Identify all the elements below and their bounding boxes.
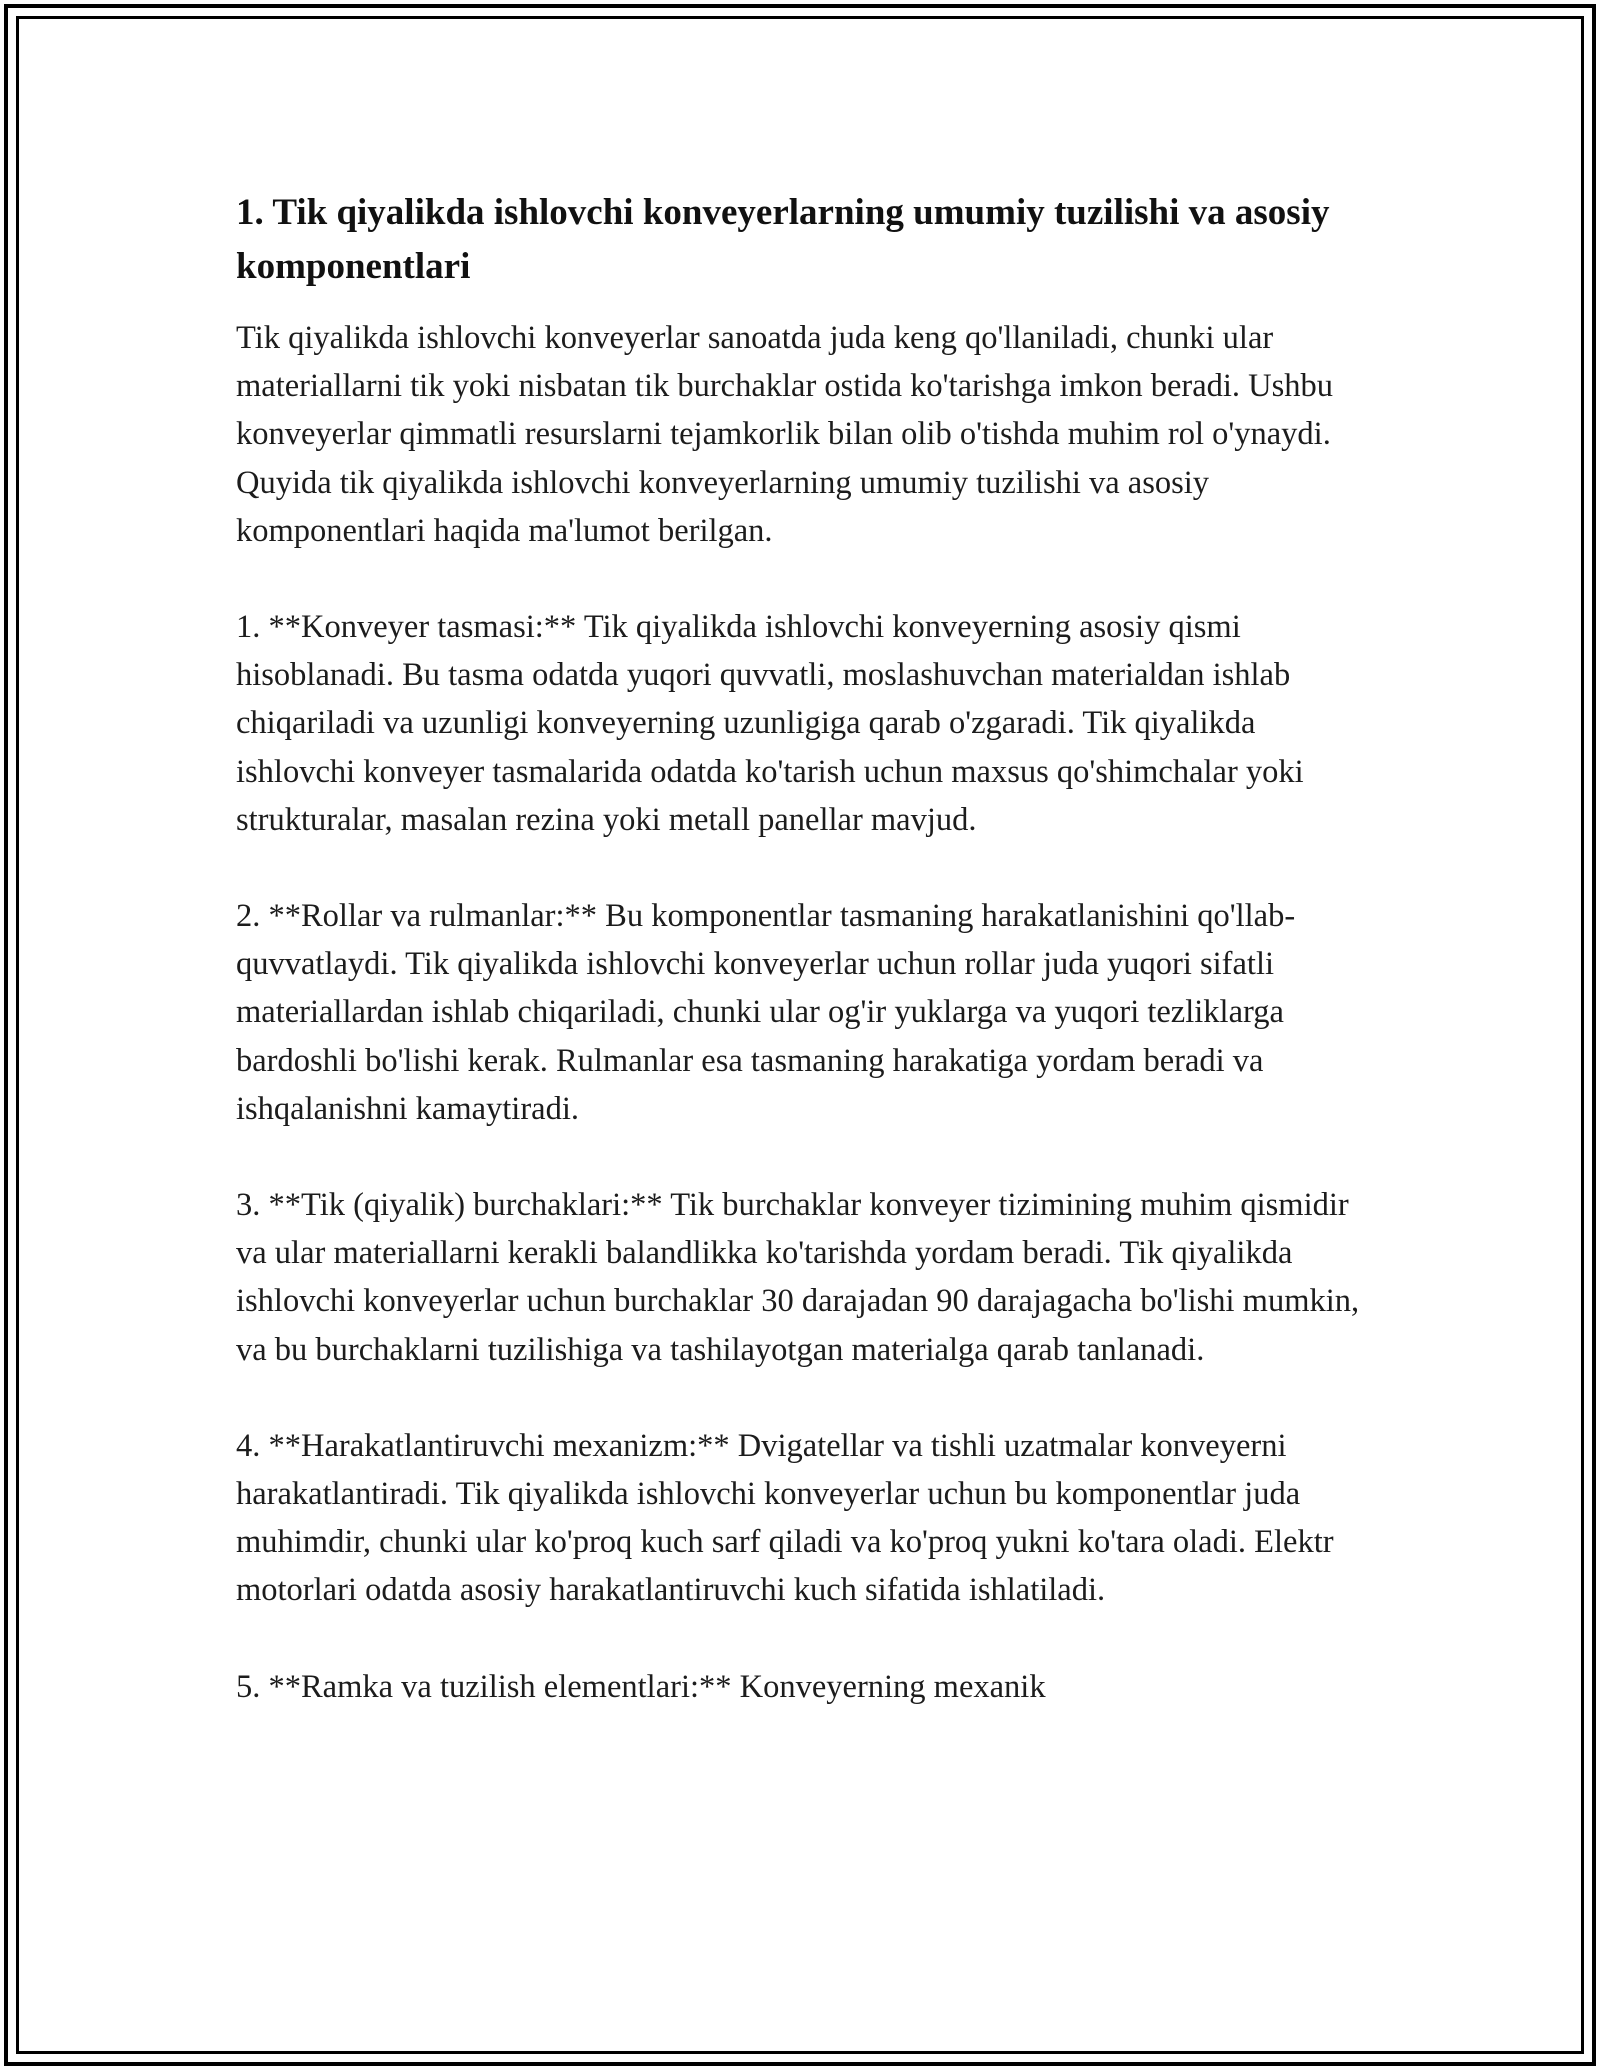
list-item-incline-angles: 3. **Tik (qiyalik) burchaklari:** Tik burchaklar konveyer tizimining muhim qismidir va ular materiallarni kerakli balandlikka ko'tarishda yordam beradi. Tik qiyalikda ishlovchi konveyerlar uchun burchaklar 30 darajadan 90 darajagacha bo'lishi mumkin, va bu burchaklarni tuzilishiga va tashilayotgan materialga qarab tanlanadi. (236, 1187, 1360, 1368)
list-item-rollers-bearings: 2. **Rollar va rulmanlar:** Bu komponentlar tasmaning harakatlanishini qo'llab-quvvatlaydi. Tik qiyalikda ishlovchi konveyerlar uchun rollar juda yuqori sifatli materiallardan ishlab chiqariladi, chunki ular og'ir yuklarga va yuqori tezliklarga bardoshli bo'lishi kerak. Rulmanlar esa tasmaning harakatiga yordam beradi va ishqalanishni kamaytiradi. (236, 898, 1296, 1127)
list-item-conveyor-belt: 1. **Konveyer tasmasi:** Tik qiyalikda ishlovchi konveyerning asosiy qismi hisoblanadi. Bu tasma odatda yuqori quvvatli, moslashuvchan materialdan ishlab chiqariladi va uzunligi konveyerning uzunligiga qarab o'zgaradi. Tik qiyalikda ishlovchi konveyer tasmalarida odatda ko'tarish uchun maxsus qo'shimchalar yoki strukturalar, masalan rezina yoki metall panellar mavjud. (236, 609, 1304, 838)
document-body (236, 186, 1376, 1759)
list-item-drive-mechanism: 4. **Harakatlantiruvchi mexanizm:** Dvigatellar va tishli uzatmalar konveyerni harakatlantiradi. Tik qiyalikda ishlovchi konveyerlar uchun bu komponentlar juda muhimdir, chunki ular ko'proq kuch sarf qiladi va ko'proq yukni ko'tara oladi. Elektr motorlari odatda asosiy harakatlantiruvchi kuch sifatida ishlatiladi. (236, 1427, 1334, 1609)
document-heading: 1. Tik qiyalikda ishlovchi konveyerlarning umumiy tuzilishi va asosiy komponentlari (236, 192, 1330, 287)
list-item-frame-structure: 5. **Ramka va tuzilish elementlari:** Konveyerning mexanik (236, 1668, 1046, 1705)
intro-paragraph: Tik qiyalikda ishlovchi konveyerlar sanoatda juda keng qo'llaniladi, chunki ular materiallarni tik yoki nisbatan tik burchaklar ostida ko'tarishga imkon beradi. Ushbu konveyerlar qimmatli resurslarni tejamkorlik bilan olib o'tishda muhim rol o'ynaydi. Quyida tik qiyalikda ishlovchi konveyerlarning umumiy tuzilishi va asosiy komponentlari haqida ma'lumot berilgan. (236, 320, 1334, 549)
